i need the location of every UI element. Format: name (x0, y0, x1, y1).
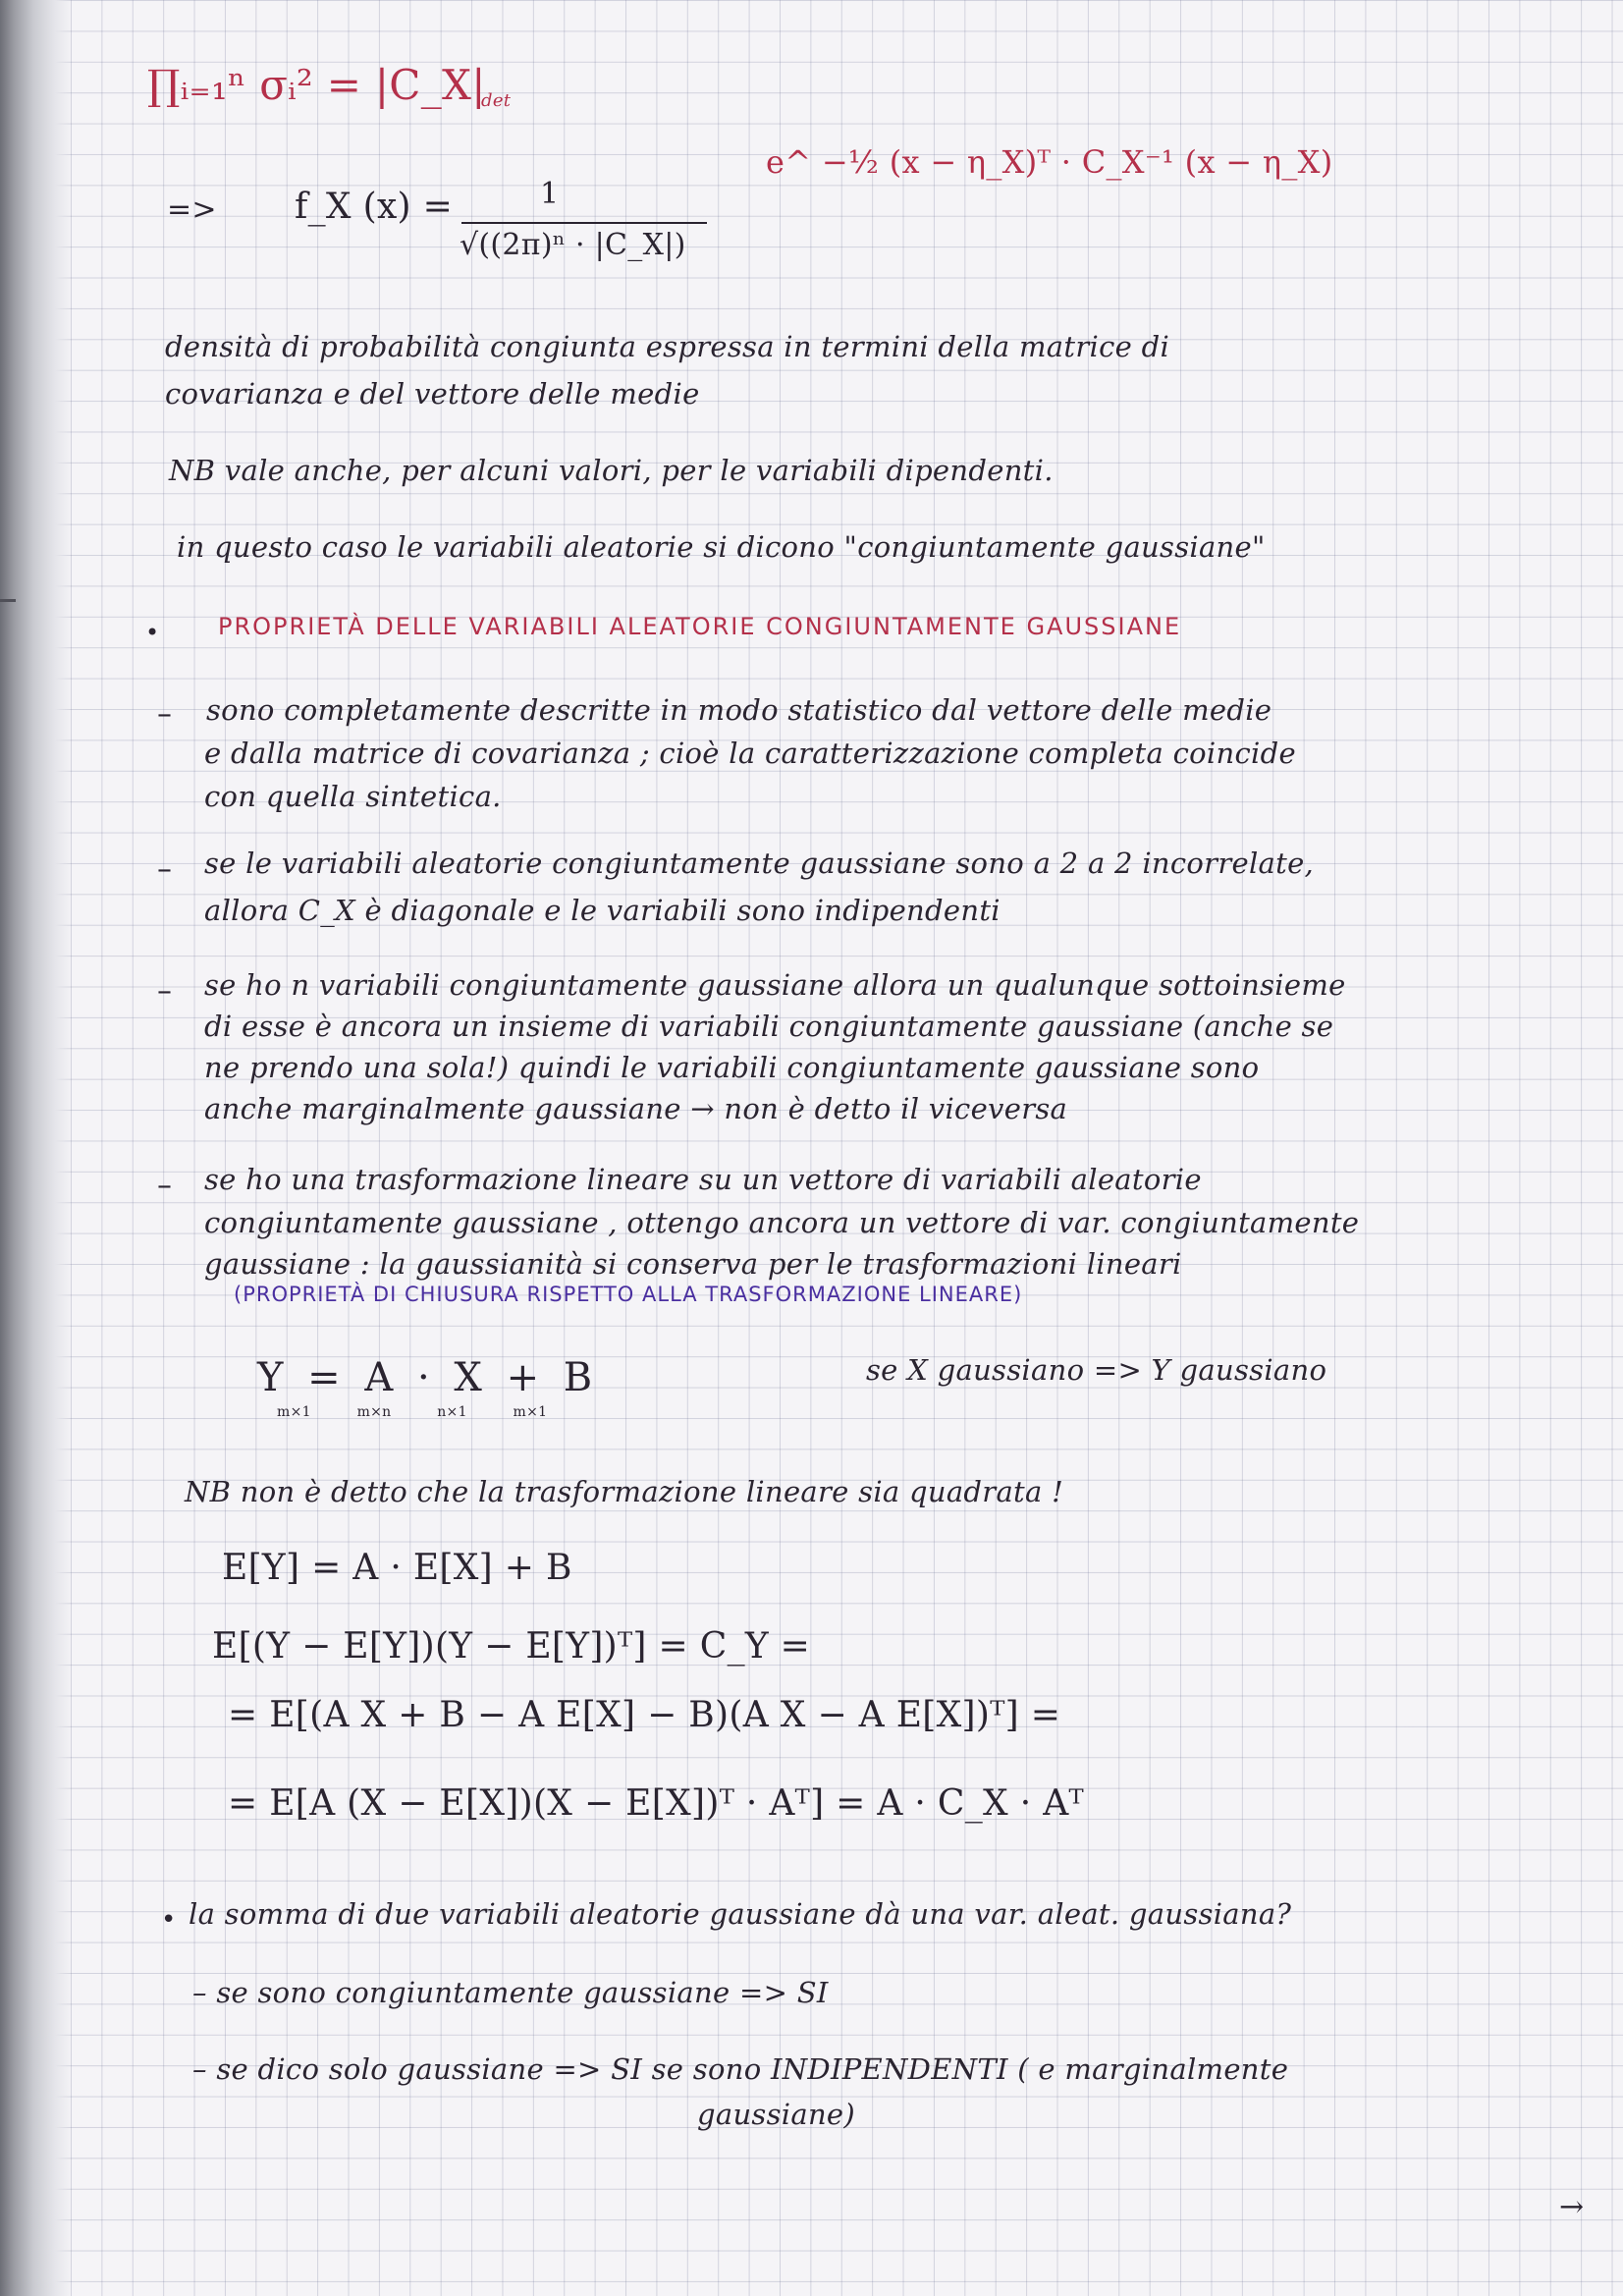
property-1-line2: e dalla matrice di covarianza ; cioè la caratterizzazione completa coincide (204, 737, 1296, 770)
property-2-line1: se le variabili aleatorie congiuntamente gaussiane sono a 2 a 2 incorrelate, (204, 847, 1315, 880)
margin-tick-mark (0, 599, 16, 602)
property-4-line2: congiuntamente gaussiane , ottengo ancora un vettore di var. congiuntamente (204, 1206, 1360, 1239)
implies-arrow: => (167, 192, 217, 227)
property-3-line4: anche marginalmente gaussiane → non è detto il viceversa (204, 1092, 1068, 1125)
property-4-line1: se ho una trasformazione lineare su un vettore di variabili aleatorie (204, 1163, 1202, 1196)
jointly-gaussian-definition: in questo caso le variabili aleatorie si dicono "congiuntamente gaussiane" (177, 530, 1266, 564)
properties-heading: PROPRIETÀ DELLE VARIABILI ALEATORIE CONGIUNTAMENTE GAUSSIANE (218, 613, 1182, 640)
gaussian-condition: se X gaussiano => Y gaussiano (866, 1353, 1327, 1387)
derivation-line-3: = E[(A X + B − A E[X] − B)(A X − A E[X])ᵀ] = (228, 1695, 1061, 1735)
property-1-line1: sono completamente descritte in modo statistico dal vettore delle medie (206, 693, 1272, 727)
density-numerator: 1 (540, 177, 560, 211)
heading-bullet: • (145, 619, 160, 646)
sum-case-independent-cont: gaussiane) (697, 2098, 856, 2131)
property-3-line1: se ho n variabili congiuntamente gaussiane allora un qualunque sottoinsieme (204, 968, 1346, 1002)
sum-bullet: • (161, 1905, 177, 1935)
nb-dependent-note: NB vale anche, per alcuni valori, per le variabili dipendenti. (169, 454, 1054, 487)
continue-arrow: → (1559, 2190, 1585, 2224)
sum-case-independent: – se dico solo gaussiane => SI se sono INDIPENDENTI ( e marginalmente (192, 2052, 1289, 2086)
property-2-dash: – (157, 852, 173, 887)
density-exponent: e^ −½ (x − η_X)ᵀ · C_X⁻¹ (x − η_X) (766, 143, 1333, 181)
sum-case-jointly: – se sono congiuntamente gaussiane => SI (192, 1976, 829, 2009)
density-lhs: f_X (x) = (295, 187, 454, 227)
density-note-line1: densità di probabilità congiunta espressa in termini della matrice di (165, 330, 1170, 363)
linear-transform-equation: Y = A · X + B (257, 1355, 599, 1400)
property-2-line2: allora C_X è diagonale e le variabili sono indipendenti (204, 894, 1001, 927)
sum-question: la somma di due variabili aleatorie gaussiane dà una var. aleat. gaussiana? (189, 1897, 1292, 1931)
property-1-line3: con quella sintetica. (204, 780, 502, 813)
spiral-binding-shadow (0, 0, 73, 2296)
derivation-line-1: E[Y] = A · E[X] + B (222, 1548, 572, 1588)
property-3-line3: ne prendo una sola!) quindi le variabili congiuntamente gaussiane sono (204, 1051, 1260, 1084)
product-identity: ∏ᵢ₌₁ⁿ σᵢ² = |C_X| (147, 61, 486, 109)
linear-transform-dimensions: m×1 m×n n×1 m×1 (277, 1404, 548, 1420)
density-note-line2: covarianza e del vettore delle medie (165, 377, 700, 410)
closure-property-note: (PROPRIETÀ DI CHIUSURA RISPETTO ALLA TRASFORMAZIONE LINEARE) (234, 1283, 1023, 1306)
derivation-line-2: E[(Y − E[Y])(Y − E[Y])ᵀ] = C_Y = (212, 1626, 811, 1667)
nb-not-square-note: NB non è detto che la trasformazione lineare sia quadrata ! (185, 1475, 1064, 1508)
property-1-dash: – (157, 697, 173, 732)
density-denominator: √((2π)ⁿ · |C_X|) (460, 228, 686, 262)
derivation-line-4: = E[A (X − E[X])(X − E[X])ᵀ · Aᵀ] = A · C_X · Aᵀ (228, 1783, 1084, 1824)
property-4-line3: gaussiane : la gaussianità si conserva per le trasformazioni lineari (204, 1247, 1182, 1281)
fraction-bar (461, 222, 707, 224)
property-3-line2: di esse è ancora un insieme di variabili congiuntamente gaussiane (anche se (204, 1010, 1334, 1043)
property-3-dash: – (157, 974, 173, 1009)
det-suffix: det (481, 90, 512, 111)
property-4-dash: – (157, 1169, 173, 1203)
